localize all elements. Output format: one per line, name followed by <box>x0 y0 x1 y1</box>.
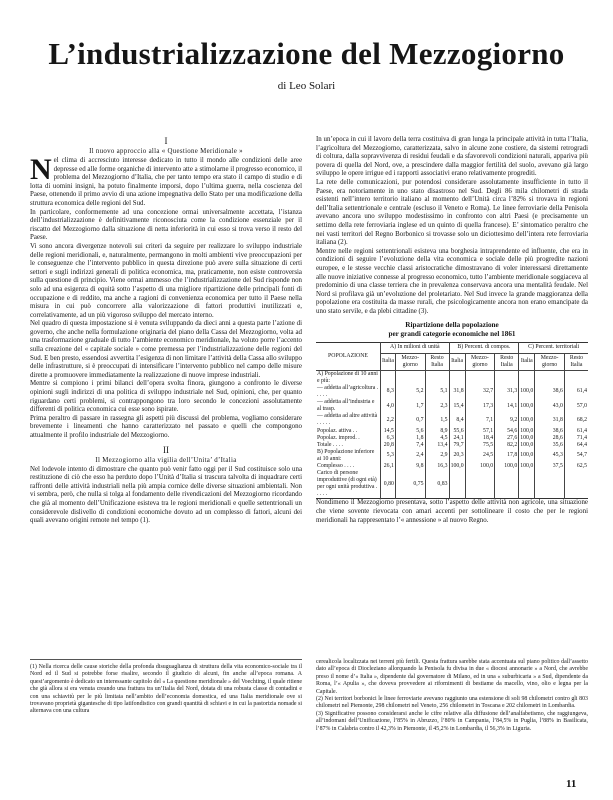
table-sub-header: Mezzo-giorno <box>465 353 495 370</box>
table-cell: 68,2 <box>564 413 588 427</box>
table-sub-header: Italia <box>519 353 535 370</box>
table-cell <box>535 370 565 385</box>
table-cell: 64,4 <box>564 442 588 449</box>
table-cell: 17,8 <box>495 449 519 463</box>
table-group-header: C) Percent. territoriali <box>519 343 588 353</box>
table-cell: 16,3 <box>425 463 449 470</box>
table-sub-header: Italia <box>381 353 396 370</box>
table-cell: 8,4 <box>449 413 465 427</box>
table-row <box>316 470 588 499</box>
table-cell: 0,7 <box>395 413 425 427</box>
table-cell: 4,0 <box>381 399 396 413</box>
table-row-label: Popolaz. improd. . <box>317 434 360 441</box>
table-row <box>316 435 588 442</box>
right-column <box>316 136 588 525</box>
section-1-paragraph-5: Mentre si compiono i primi bilanci dell’opera svolta finora, giungono a confronto le diverse opinioni sugli indirizzi di una politica di sviluppo industriale nel Sud, opinioni, che, per quanto riguardano certi problemi, si contrappongono tra loro secondo le concezioni assolutamente differenti di politica economica cui esse sono ispirate. <box>30 380 302 414</box>
table-cell: 45,3 <box>535 449 565 463</box>
section-2-paragraph-2: In un’epoca in cui il lavoro della terra costituiva di gran lunga la principale attività in tutta l’Italia, l’agricoltura del Mezzogiorno, caratterizzata, salvo in alcune zone costiere, da sistemi retrogradi di coltura, dalla sopravvivenza di residui feudali e da sfavorevoli condizioni naturali, appariva più povera di quella del Nord, ove, a prescindere dalla maggior fertilità del suolo, avevano già largo sviluppo le opere irrigue ed i rapporti associativi erano relativamente progrediti. <box>316 136 588 178</box>
section-1-paragraph-6: Prima peraltro di passare in rassegna gli aspetti più discussi del problema, vogliamo considerare brevemente i lineamenti che hanno caratterizzato nel passato e quelli che compongono attualmente il profilo industriale del Mezzogiorno. <box>30 414 302 439</box>
table-cell: 100,0 <box>519 399 535 413</box>
table-row-label: Complesso . . . . <box>317 462 355 469</box>
table-cell: 5,6 <box>395 428 425 435</box>
table-row <box>316 370 588 385</box>
footnote-3: (3) Significative possono considerarsi anche le cifre relative alla diffusione dell’analfabetismo, che raggiungeva, all’indomani dell’Unificazione, l’85% in Abruzzo, l’80% in Campania, l’84,5% in Puglia, l’88% in Basilicata, l’87% in Calabria contro il 42,3% in Piemonte, il 45,2% in Lombardia, il 56,3% in Liguria. <box>316 710 588 732</box>
table-cell: 61,4 <box>564 428 588 435</box>
table-cell: 31,8 <box>449 385 465 399</box>
section-2-title: Il Mezzogiorno alla vigilia dell’Unita’ d’Italia <box>95 456 237 464</box>
table-cell <box>519 370 535 385</box>
table-cell: 14,5 <box>381 428 396 435</box>
table-cell: 57,1 <box>465 428 495 435</box>
table-cell: 4,5 <box>425 435 449 442</box>
table-body <box>316 370 588 499</box>
table-cell: 100,0 <box>520 441 534 448</box>
table-row-label: Carico di persone improduttive (di ogni età) per ogni unità produttiva . . . . . <box>317 470 378 498</box>
table-cell <box>495 370 519 385</box>
table-cell: 31,3 <box>495 385 519 399</box>
section-2-paragraph-1: Nel lodevole intento di dimostrare che quanto può venir fatto oggi per il Sud costituisce solo una restituzione di ciò che esso ha perduto dopo l’Unità d’Italia si trascura talvolta di inquadrare certi raffronti delle attività industriali nella più ampia cornice delle diverse situazioni ambientali. Non vi sembra, però, che nulla si tolga al fondamento delle rivendicazioni del Mezzogiorno ricordando che già al momento dell’Unificazione esisteva tra le regioni meridionali e quelle settentrionali un considerevole dislivello di condizioni economiche dovuto ad un complesso di fattori, alcuni dei quali avevano origini remote nel tempo (1). <box>30 465 302 525</box>
footnote-1: (1) Nella ricerca delle cause storiche della profonda disuguaglianza di struttura della vita economico-sociale tra il Nord ed il Sud si potrebbe forse risalire, secondo il giudizio di alcuni, fin anche all’epoca romana. A quest’argomento è dedicato un interessante capitolo del « La questione meridionale » del Voechting, il quale ritiene che già allora si era venuta creando una frattura tra un’Italia del Nord, dotata di una robusta classe di contadini e con una schiavitù per le più limitata nell’ambito dell’economia domestica, ed una Italia meridionale ove si trovavano proprietà gigantesche di tipo latifondistico con grandi quantità di schiavi e in cui la pastorizia nomade si alternava con una cultura <box>30 664 302 715</box>
footnote-1-continued: cerealicola localizzata nei terreni più fertili. Questa frattura sarebbe stata accentuata sul piano politico dall’assetto dato all’epoca di Diocleziano allorquando la Penisola fu divisa in due « diocesi annonarie » a Nord, che avrebbe preso il nome d’« Italia », dipendente dal governatore di Milano, ed in una « suburbicaria » a Sud, dipendente da Roma, l’« Apulia », che doveva provvedere ai rifornimenti di bestiame da macello, vino, olio e legna per la Capitale. <box>316 659 588 695</box>
table-cell: 79,7 <box>449 442 465 449</box>
table-cell <box>519 470 535 499</box>
table-row <box>316 463 588 470</box>
table-cell: 2,2 <box>381 413 396 427</box>
population-table-block <box>316 321 588 499</box>
table-row-label: — addetta all’industria e al trasp. <box>317 399 375 413</box>
table-group-header: B) Percent. di compos. <box>449 343 519 353</box>
table-sub-header: Resto Italia <box>564 353 588 370</box>
table-cell: 100,0 <box>465 463 495 470</box>
table-row <box>316 385 588 399</box>
section-1-paragraph-1 <box>30 153 302 209</box>
table-cell: 57,0 <box>564 399 588 413</box>
table-cell: 75,5 <box>465 442 495 449</box>
table-cell: 2,4 <box>395 449 425 463</box>
table-cell: 100,0 <box>519 413 535 427</box>
table-sub-header: Mezzo-giorno <box>395 353 425 370</box>
table-row-label: Totale . . . . <box>317 441 343 448</box>
section-1-paragraph-3: Vi sono ancora divergenze notevoli sui criteri da seguire per realizzare lo sviluppo industriale delle regioni meridionali, e, naturalmente, permangono in molti ambienti vive preoccupazioni per le conseguenze che l’intervento pubblico in questa direzione può avere sulla situazione di certi settori e sugli indirizzi generali di politica economica, ma, praticamente, non esiste controversia sulla questione di principio. Viene ormai ammesso che l’industrializzazione del Sud risponde non solo ad una esigenza di equità sotto l’aspetto di una migliore ripartizione delle principali fonti di occupazione e di reddito, ma anche a ragioni di convenienza economica per tutto il Paese nella misura in cui può concorrere alla valorizzazione di fattori produttivi inutilizzati e, correlativamente, ad un più vigoroso sviluppo del mercato interno. <box>30 242 302 319</box>
table-cell: 62,5 <box>564 463 588 470</box>
left-column <box>30 136 302 526</box>
table-cell: 9,8 <box>395 463 425 470</box>
table-sub-header: Mezzo-giorno <box>535 353 565 370</box>
table-sub-header: Resto Italia <box>495 353 519 370</box>
table-cell: 15,4 <box>449 399 465 413</box>
table-cell: 17,3 <box>465 399 495 413</box>
footnotes-left <box>30 659 302 716</box>
table-cell <box>449 470 465 499</box>
table-cell: 24,1 <box>449 435 465 442</box>
table-sub-header: Italia <box>449 353 465 370</box>
table-cell: 24,5 <box>465 449 495 463</box>
table-cell: 1,7 <box>395 399 425 413</box>
table-cell <box>425 370 449 385</box>
table-cell: 28,6 <box>535 435 565 442</box>
table-cell: 27,6 <box>495 435 519 442</box>
table-cell: 14,1 <box>495 399 519 413</box>
section-2-paragraph-5: Nondimeno il Mezzogiorno presentava, sotto l’aspetto delle attività non agricole, una situazione che viene sovente rievocata con amari accenti per sottolineare il costo che per le regioni meridionali ha rappresentato l’« annessione » al nuovo Regno. <box>316 499 588 524</box>
table-cell <box>449 370 465 385</box>
table-cell: 0,80 <box>381 470 396 499</box>
table-cell <box>495 470 519 499</box>
table-cell <box>465 370 495 385</box>
page-number: 11 <box>566 778 577 790</box>
table-cell: 37,5 <box>535 463 565 470</box>
table-cell: 1,8 <box>395 435 425 442</box>
table-cell: 6,3 <box>381 435 396 442</box>
table-cell <box>564 470 588 499</box>
table-cell: 100,0 <box>520 427 534 434</box>
table-row <box>316 413 588 427</box>
table-cell: 2,9 <box>425 449 449 463</box>
table-cell: 100,0 <box>495 463 519 470</box>
table-row <box>316 428 588 435</box>
section-2-paragraph-4: Mentre nelle regioni settentrionali esisteva una borghesia intraprendente ed influente, che era in condizioni di seguire l’evoluzione della vita economica e sociale delle più progredite nazioni europee, e le stesse vecchie classi aristocratiche dimostravano di voler interessarsi direttamente alle nuove iniziative connesse al progresso economico, tutto l’ambiente meridionale soggiaceva al predominio di una classe terriera che in prevalenza conservava ancora una mentalità feudale. Nel Nord si profilava già un’evoluzione del proletariato. Nel Sud invece la grande maggioranza della popolazione era costituita da masse rurali, che psicologicamente ancora non erano emancipate da uno stato servile, e da plebi cittadine (3). <box>316 247 588 315</box>
section-2-number: II <box>163 444 169 455</box>
table-cell: 8,9 <box>425 428 449 435</box>
table-title-line-1: Ripartizione della popolazione <box>405 321 499 330</box>
table-cell <box>465 470 495 499</box>
table-cell: 7,1 <box>465 413 495 427</box>
table-cell: 55,6 <box>449 428 465 435</box>
table-cell: 100,0 <box>520 434 534 441</box>
section-2-paragraph-3: La rete delle comunicazioni, pur potendosi considerare assolutamente insufficiente in tutto il Paese, era notoriamente in uno stato disastroso nel Sud. Degli 86 mila chilometri di strada esistenti nell’intero territorio italiano al momento dell’Unità circa l’82% si trovava in regioni dell’Italia settentrionale e centrale (escluso il Veneto e Roma). Le linee ferroviarie della Penisola avevano ancora uno sviluppo modestissimo in confronto con altri Paesi (e precisamente un settimo della rete ferroviaria inglese ed un quinto di quella francese). E’ sintomatico peraltro che nei vasti territori del Regno Borbonico si trovasse solo un diciottesimo dell’intera rete ferroviaria italiana (2). <box>316 178 588 247</box>
table-cell: 7,4 <box>395 442 425 449</box>
table-row <box>316 442 588 449</box>
table-row-label: — addetta ad altre attività . . . . . <box>317 413 378 427</box>
table-row-label: Popolaz. attiva . . <box>317 427 358 434</box>
table-row <box>316 449 588 463</box>
table-row-label: A) Popolazione di 10 anni e più: <box>317 370 378 384</box>
table-cell: 71,4 <box>564 435 588 442</box>
paragraph-text: el clima di accresciuto interesse dedicato in tutto il mondo alle condizioni delle aree depresse ed alle forme organiche di intervento atte a stimolarne il progresso economico, il problema del Mezzogiorno d’Italia, che per tanto tempo era stato il campo di studio e di lotta di uomini insigni, ha potuto finalmente imporsi, dopo l’ultima guerra, nella coscienza del Paese, ottenendo il primo avvio di una azione impegnativa dello Stato per una modificazione della struttura economica delle regioni del Sud. <box>30 157 302 207</box>
footnotes-right <box>316 659 588 733</box>
table-cell: 82,2 <box>495 442 519 449</box>
table-cell: 1,5 <box>425 413 449 427</box>
table-cell: 100,0 <box>519 449 535 463</box>
table-row-label: B) Popolazione inferiore ai 10 anni: <box>317 448 375 462</box>
table-cell: 18,4 <box>465 435 495 442</box>
table-cell: 0,83 <box>425 470 449 499</box>
table-row-label: — addetta all’agricoltura . . . . . <box>317 384 379 399</box>
byline: di Leo Solari <box>277 80 336 92</box>
section-1-paragraph-2: In particolare, conformemente ad una concezione ormai universalmente accettata, l’istanza dell’industrializzazione è definitivamente riconosciuta come la condizione essenziale per il riscatto del Mezzogiorno dalla situazione di netta inferiorità in cui esso si trova verso il resto del Paese. <box>30 208 302 242</box>
section-1-paragraph-4: Nel quadro di questa impostazione si è venuta sviluppando da dieci anni a questa parte l’azione di governo, che anche nella formulazione originaria del piano della Cassa del Mezzogiorno, volta ad una trasformazione graduale di tutto l’ambiente economico meridionale, ha voluto porre l’accento sulla creazione del « capitale sociale » come premessa per l’industrializzazione delle regioni del Sud. E ben presto, essendosi avvertita l’esigenza di non limitare l’attività della Cassa allo sviluppo delle infrastrutture, si è preoccupati di intensificare l’intervento pubblico nel campo delle misure dirette a promuovere immediatamente la realizzazione di nuove imprese industriali. <box>30 320 302 379</box>
table-cell: 31,8 <box>535 413 565 427</box>
table-corner-label: POPOLAZIONE <box>316 343 381 370</box>
article-title: L’industrializzazione del Mezzogiorno <box>48 36 565 71</box>
table-cell: 100,0 <box>519 385 535 399</box>
table-cell: 8,3 <box>381 385 396 399</box>
table-row <box>316 399 588 413</box>
table-cell: 38,6 <box>535 428 565 435</box>
table-cell <box>564 370 588 385</box>
table-cell: 100,0 <box>450 462 464 469</box>
table-cell: 26,1 <box>381 463 396 470</box>
population-table <box>316 342 588 499</box>
table-cell: 32,7 <box>465 385 495 399</box>
table-cell: 9,2 <box>495 413 519 427</box>
table-cell: 20,8 <box>381 442 396 449</box>
table-cell: 13,4 <box>425 442 449 449</box>
table-cell <box>535 470 565 499</box>
table-cell <box>395 370 425 385</box>
table-title-line-2: per grandi categorie economiche nel 1861 <box>388 330 516 339</box>
table-group-header: A) In milioni di unità <box>381 343 450 353</box>
table-cell: 43,0 <box>535 399 565 413</box>
footnote-2: (2) Nei territori borbonici le linee ferroviarie avevano raggiunto una estensione di soli 98 chilometri contro gli 803 chilometri nel Piemonte, 298 chilometri nel Veneto, 256 chilometri in Toscana e 202 chilometri in Lombardia. <box>316 696 588 710</box>
table-cell: 35,6 <box>535 442 565 449</box>
table-cell: 5,3 <box>381 449 396 463</box>
table-cell: 5,1 <box>425 385 449 399</box>
table-cell: 38,6 <box>535 385 565 399</box>
section-1-title: Il nuovo approccio alla « Questione Meridionale » <box>89 148 243 155</box>
table-cell <box>381 370 396 385</box>
table-cell: 61,4 <box>564 385 588 399</box>
table-cell: 54,6 <box>495 428 519 435</box>
section-1-number: I <box>164 136 168 146</box>
table-sub-header: Resto Italia <box>425 353 449 370</box>
table-cell: 54,7 <box>564 449 588 463</box>
table-cell: 100,0 <box>520 462 534 469</box>
table-cell: 20,3 <box>449 449 465 463</box>
drop-cap: N <box>30 153 52 186</box>
table-cell: 0,75 <box>395 470 425 499</box>
table-cell: 5,2 <box>395 385 425 399</box>
table-cell: 2,3 <box>425 399 449 413</box>
